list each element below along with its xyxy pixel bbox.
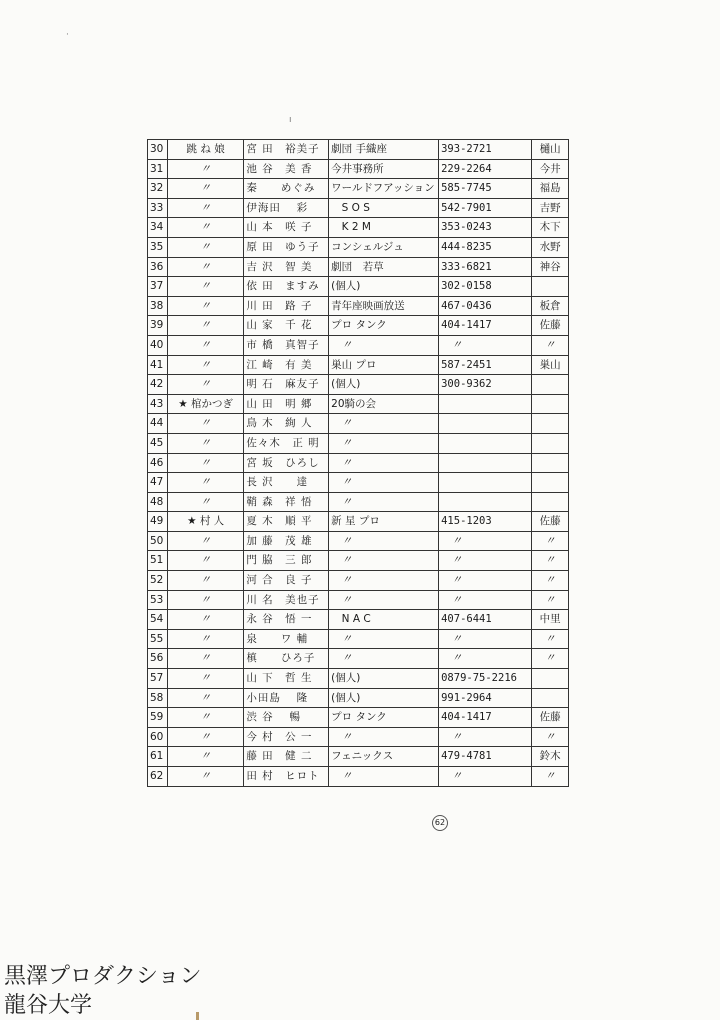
agency-cell: 〃	[329, 531, 439, 551]
phone-cell: 〃	[439, 551, 532, 571]
table-row	[148, 237, 569, 257]
row-number: 35	[148, 237, 168, 257]
phone-cell: 〃	[439, 629, 532, 649]
name-cell: 鞘 森 祥 悟	[244, 492, 329, 512]
role-cell: 〃	[167, 473, 243, 493]
agency-cell: 〃	[329, 551, 439, 571]
row-number: 55	[148, 629, 168, 649]
manager-cell: 〃	[532, 551, 569, 571]
row-number: 47	[148, 473, 168, 493]
row-number: 61	[148, 747, 168, 767]
phone-cell	[439, 453, 532, 473]
agency-cell: 新 星 プロ	[329, 512, 439, 532]
role-cell: 〃	[167, 551, 243, 571]
role-cell: 〃	[167, 571, 243, 591]
phone-cell	[439, 394, 532, 414]
name-cell: 槙 ひろ子	[244, 649, 329, 669]
row-number: 44	[148, 414, 168, 434]
agency-cell: 〃	[329, 473, 439, 493]
phone-cell: 〃	[439, 727, 532, 747]
role-cell: 〃	[167, 159, 243, 179]
row-number: 45	[148, 433, 168, 453]
phone-cell: 542-7901	[439, 198, 532, 218]
row-number: 39	[148, 316, 168, 336]
role-cell: 〃	[167, 649, 243, 669]
manager-cell: 〃	[532, 649, 569, 669]
watermark-line-1: 黒澤プロダクション	[4, 964, 202, 989]
phone-cell: 229-2264	[439, 159, 532, 179]
role-cell: 〃	[167, 531, 243, 551]
manager-cell: 福島	[532, 179, 569, 199]
name-cell: 今 村 公 一	[244, 727, 329, 747]
agency-cell: 青年座映画放送	[329, 296, 439, 316]
role-cell: 〃	[167, 414, 243, 434]
manager-cell: 〃	[532, 767, 569, 787]
role-cell: 〃	[167, 316, 243, 336]
row-number: 52	[148, 571, 168, 591]
table-row	[148, 296, 569, 316]
table-row	[148, 649, 569, 669]
name-cell: 原 田 ゆう子	[244, 237, 329, 257]
phone-cell	[439, 414, 532, 434]
row-number: 42	[148, 375, 168, 395]
manager-cell: 中里	[532, 610, 569, 630]
row-number: 38	[148, 296, 168, 316]
phone-cell: 〃	[439, 335, 532, 355]
agency-cell: (個人)	[329, 375, 439, 395]
role-cell: 〃	[167, 198, 243, 218]
table-row	[148, 179, 569, 199]
role-cell: 〃	[167, 277, 243, 297]
role-cell: 〃	[167, 708, 243, 728]
agency-cell: 〃	[329, 590, 439, 610]
row-number: 58	[148, 688, 168, 708]
manager-cell: 吉野	[532, 198, 569, 218]
phone-cell: 407-6441	[439, 610, 532, 630]
agency-cell: N A C	[329, 610, 439, 630]
table-row	[148, 394, 569, 414]
table-row	[148, 629, 569, 649]
role-cell: 〃	[167, 335, 243, 355]
name-cell: 渋 谷 暢	[244, 708, 329, 728]
role-cell: ★ 村 人	[167, 512, 243, 532]
agency-cell: 〃	[329, 571, 439, 591]
role-cell: 〃	[167, 669, 243, 689]
role-cell: 〃	[167, 179, 243, 199]
phone-cell: 444-8235	[439, 237, 532, 257]
agency-cell: 今井事務所	[329, 159, 439, 179]
agency-cell: 巣山 プロ	[329, 355, 439, 375]
scan-speck: ·	[66, 30, 69, 40]
row-number: 62	[148, 767, 168, 787]
table-row	[148, 277, 569, 297]
role-cell: 〃	[167, 590, 243, 610]
agency-cell: 〃	[329, 433, 439, 453]
table-row	[148, 335, 569, 355]
manager-cell	[532, 492, 569, 512]
row-number: 54	[148, 610, 168, 630]
role-cell: 〃	[167, 767, 243, 787]
manager-cell: 水野	[532, 237, 569, 257]
manager-cell: 〃	[532, 629, 569, 649]
agency-cell: フェニックス	[329, 747, 439, 767]
row-number: 31	[148, 159, 168, 179]
name-cell: 佐々木 正 明	[244, 433, 329, 453]
agency-cell: プロ タンク	[329, 708, 439, 728]
row-number: 40	[148, 335, 168, 355]
table-row	[148, 727, 569, 747]
phone-cell: 991-2964	[439, 688, 532, 708]
phone-cell: 302-0158	[439, 277, 532, 297]
agency-cell: 20騎の会	[329, 394, 439, 414]
manager-cell: 〃	[532, 590, 569, 610]
row-number: 59	[148, 708, 168, 728]
name-cell: 伊海田 彩	[244, 198, 329, 218]
manager-cell: 板倉	[532, 296, 569, 316]
table-row	[148, 531, 569, 551]
phone-cell: 〃	[439, 767, 532, 787]
archive-watermark	[4, 962, 202, 1020]
table-row	[148, 433, 569, 453]
name-cell: 門 脇 三 郎	[244, 551, 329, 571]
table-row	[148, 159, 569, 179]
name-cell: 宮 坂 ひろし	[244, 453, 329, 473]
phone-cell: 404-1417	[439, 316, 532, 336]
table-row	[148, 316, 569, 336]
row-number: 60	[148, 727, 168, 747]
row-number: 57	[148, 669, 168, 689]
manager-cell: 佐藤	[532, 512, 569, 532]
phone-cell: 300-9362	[439, 375, 532, 395]
table-row	[148, 355, 569, 375]
scan-edge-mark	[196, 1012, 199, 1020]
role-cell: 〃	[167, 355, 243, 375]
row-number: 50	[148, 531, 168, 551]
role-cell: 跳 ね 娘	[167, 140, 243, 160]
role-cell: 〃	[167, 257, 243, 277]
table-row	[148, 140, 569, 160]
manager-cell: 〃	[532, 571, 569, 591]
name-cell: 鳥 木 絢 人	[244, 414, 329, 434]
row-number: 34	[148, 218, 168, 238]
page-number: 62	[432, 815, 448, 831]
phone-cell: 415-1203	[439, 512, 532, 532]
manager-cell	[532, 473, 569, 493]
agency-cell: S O S	[329, 198, 439, 218]
name-cell: 山 家 千 花	[244, 316, 329, 336]
manager-cell	[532, 669, 569, 689]
name-cell: 河 合 良 子	[244, 571, 329, 591]
phone-cell: 0879-75-2216	[439, 669, 532, 689]
table-row	[148, 512, 569, 532]
manager-cell: 今井	[532, 159, 569, 179]
name-cell: 川 名 美也子	[244, 590, 329, 610]
name-cell: 明 石 麻友子	[244, 375, 329, 395]
phone-cell: 〃	[439, 649, 532, 669]
table-row	[148, 669, 569, 689]
row-number: 33	[148, 198, 168, 218]
row-number: 43	[148, 394, 168, 414]
row-number: 48	[148, 492, 168, 512]
table-row	[148, 198, 569, 218]
manager-cell: 巣山	[532, 355, 569, 375]
name-cell: 永 谷 悟 一	[244, 610, 329, 630]
name-cell: 江 崎 有 美	[244, 355, 329, 375]
agency-cell: 劇団 若草	[329, 257, 439, 277]
row-number: 56	[148, 649, 168, 669]
row-number: 49	[148, 512, 168, 532]
manager-cell	[532, 433, 569, 453]
role-cell: 〃	[167, 296, 243, 316]
phone-cell: 404-1417	[439, 708, 532, 728]
role-cell: 〃	[167, 433, 243, 453]
row-number: 32	[148, 179, 168, 199]
table-row	[148, 688, 569, 708]
manager-cell: 〃	[532, 335, 569, 355]
agency-cell: プロ タンク	[329, 316, 439, 336]
role-cell: 〃	[167, 629, 243, 649]
table-row	[148, 492, 569, 512]
phone-cell: 585-7745	[439, 179, 532, 199]
agency-cell: 劇団 手織座	[329, 140, 439, 160]
role-cell: 〃	[167, 237, 243, 257]
name-cell: 加 藤 茂 雄	[244, 531, 329, 551]
manager-cell: 神谷	[532, 257, 569, 277]
phone-cell	[439, 433, 532, 453]
row-number: 46	[148, 453, 168, 473]
table-row	[148, 414, 569, 434]
phone-cell: 〃	[439, 531, 532, 551]
phone-cell: 479-4781	[439, 747, 532, 767]
manager-cell: 〃	[532, 531, 569, 551]
phone-cell: 353-0243	[439, 218, 532, 238]
name-cell: 吉 沢 智 美	[244, 257, 329, 277]
agency-cell: (個人)	[329, 688, 439, 708]
role-cell: 〃	[167, 727, 243, 747]
manager-cell: 佐藤	[532, 316, 569, 336]
name-cell: 池 谷 美 香	[244, 159, 329, 179]
manager-cell: 佐藤	[532, 708, 569, 728]
role-cell: ★ 棺かつぎ	[167, 394, 243, 414]
table-row	[148, 590, 569, 610]
role-cell: 〃	[167, 218, 243, 238]
cast-table-body	[148, 140, 569, 787]
phone-cell: 467-0436	[439, 296, 532, 316]
manager-cell: 樋山	[532, 140, 569, 160]
phone-cell: 393-2721	[439, 140, 532, 160]
agency-cell: 〃	[329, 629, 439, 649]
table-row	[148, 610, 569, 630]
row-number: 30	[148, 140, 168, 160]
cast-contact-table	[147, 139, 569, 787]
table-row	[148, 375, 569, 395]
agency-cell: (個人)	[329, 669, 439, 689]
role-cell: 〃	[167, 453, 243, 473]
name-cell: 泉 ワ 輔	[244, 629, 329, 649]
agency-cell: (個人)	[329, 277, 439, 297]
role-cell: 〃	[167, 610, 243, 630]
role-cell: 〃	[167, 688, 243, 708]
name-cell: 依 田 ますみ	[244, 277, 329, 297]
table-row	[148, 747, 569, 767]
manager-cell	[532, 277, 569, 297]
manager-cell: 鈴木	[532, 747, 569, 767]
agency-cell: 〃	[329, 727, 439, 747]
role-cell: 〃	[167, 492, 243, 512]
phone-cell	[439, 473, 532, 493]
agency-cell: 〃	[329, 767, 439, 787]
agency-cell: 〃	[329, 649, 439, 669]
role-cell: 〃	[167, 747, 243, 767]
manager-cell	[532, 453, 569, 473]
phone-cell	[439, 492, 532, 512]
row-number: 53	[148, 590, 168, 610]
agency-cell: 〃	[329, 414, 439, 434]
name-cell: 長 沢 達	[244, 473, 329, 493]
table-row	[148, 473, 569, 493]
table-row	[148, 708, 569, 728]
name-cell: 夏 木 順 平	[244, 512, 329, 532]
name-cell: 山 下 哲 生	[244, 669, 329, 689]
name-cell: 川 田 路 子	[244, 296, 329, 316]
agency-cell: 〃	[329, 453, 439, 473]
watermark-line-2: 龍谷大学	[4, 993, 93, 1018]
name-cell: 市 橋 真智子	[244, 335, 329, 355]
manager-cell	[532, 688, 569, 708]
manager-cell: 〃	[532, 727, 569, 747]
row-number: 51	[148, 551, 168, 571]
name-cell: 小田島 隆	[244, 688, 329, 708]
name-cell: 藤 田 健 二	[244, 747, 329, 767]
table-row	[148, 257, 569, 277]
name-cell: 山 田 明 郷	[244, 394, 329, 414]
phone-cell: 587-2451	[439, 355, 532, 375]
manager-cell: 木下	[532, 218, 569, 238]
row-number: 36	[148, 257, 168, 277]
phone-cell: 〃	[439, 571, 532, 591]
manager-cell	[532, 414, 569, 434]
table-row	[148, 767, 569, 787]
agency-cell: 〃	[329, 492, 439, 512]
scan-speck: ı	[289, 115, 292, 125]
agency-cell: 〃	[329, 335, 439, 355]
name-cell: 秦 めぐみ	[244, 179, 329, 199]
table-row	[148, 551, 569, 571]
row-number: 41	[148, 355, 168, 375]
table-row	[148, 571, 569, 591]
phone-cell: 〃	[439, 590, 532, 610]
manager-cell	[532, 375, 569, 395]
manager-cell	[532, 394, 569, 414]
agency-cell: K 2 M	[329, 218, 439, 238]
row-number: 37	[148, 277, 168, 297]
name-cell: 宮 田 裕美子	[244, 140, 329, 160]
agency-cell: ワールドフアッション	[329, 179, 439, 199]
name-cell: 田 村 ヒロト	[244, 767, 329, 787]
table-row	[148, 218, 569, 238]
role-cell: 〃	[167, 375, 243, 395]
phone-cell: 333-6821	[439, 257, 532, 277]
agency-cell: コンシェルジュ	[329, 237, 439, 257]
table-row	[148, 453, 569, 473]
name-cell: 山 本 咲 子	[244, 218, 329, 238]
